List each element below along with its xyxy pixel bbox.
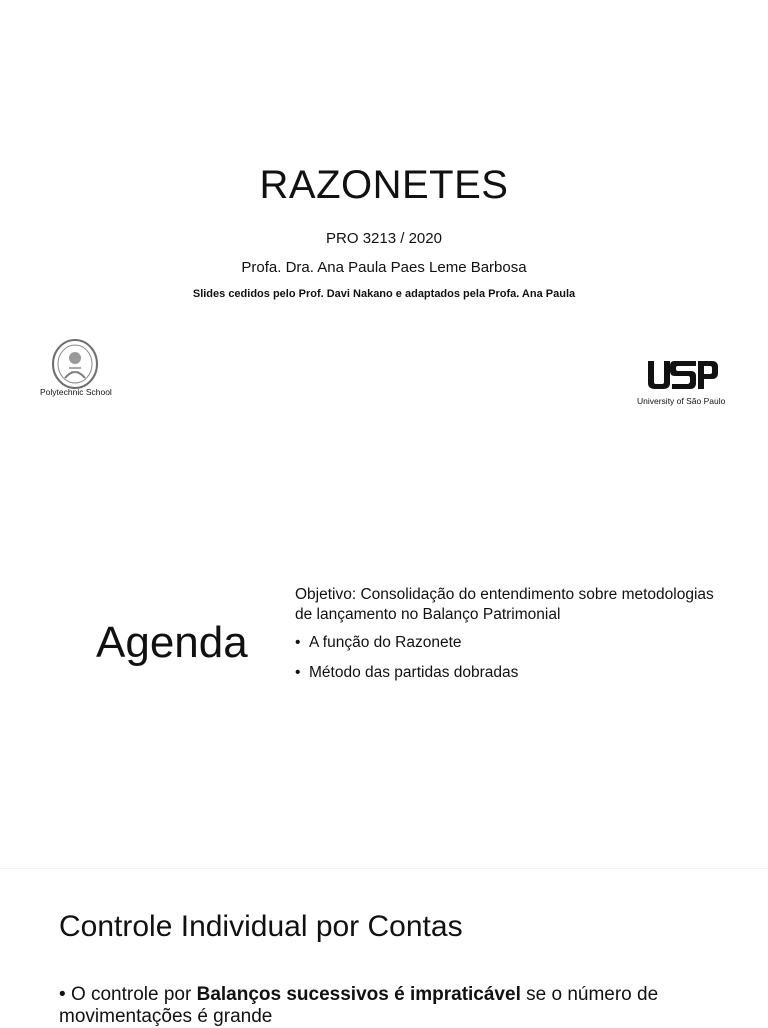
slide-title: RAZONETES — [259, 163, 509, 207]
author-name: Profa. Dra. Ana Paula Paes Leme Barbosa — [241, 259, 527, 276]
credits-line: Slides cedidos pelo Prof. Davi Nakano e adaptados pela Profa. Ana Paula — [192, 288, 576, 300]
agenda-bullet-text: A função do Razonete — [309, 634, 462, 651]
section-bullet — [59, 984, 759, 1028]
section-title: Controle Individual por Contas — [59, 910, 463, 943]
bullet-emphasis: Balanços sucessivos é impraticável — [196, 984, 521, 1005]
course-code: PRO 3213 / 2020 — [326, 230, 442, 247]
agenda-bullet — [295, 634, 462, 652]
bullet-suffix: se o número de movimentações é grande — [59, 984, 659, 1027]
objective-text: Objetivo: Consolidação do entendimento sobre metodologias de lançamento no Balanço Patrimonial — [295, 586, 714, 623]
bullet-icon: • — [59, 984, 71, 1005]
bullet-prefix: O controle por — [70, 984, 197, 1005]
agenda-bullet-text: Método das partidas dobradas — [309, 664, 519, 681]
agenda-title: Agenda — [96, 618, 248, 667]
bullet-icon: • — [295, 664, 301, 681]
slide-divider — [0, 868, 768, 869]
usp-label: University of São Paulo — [637, 396, 726, 406]
bullet-icon: • — [295, 634, 301, 651]
usp-logo-icon — [646, 359, 720, 391]
agenda-bullet — [295, 664, 518, 682]
polytechnic-seal-icon — [51, 338, 99, 390]
agenda-slide — [0, 528, 768, 868]
polytechnic-label: Polytechnic School — [40, 387, 112, 397]
